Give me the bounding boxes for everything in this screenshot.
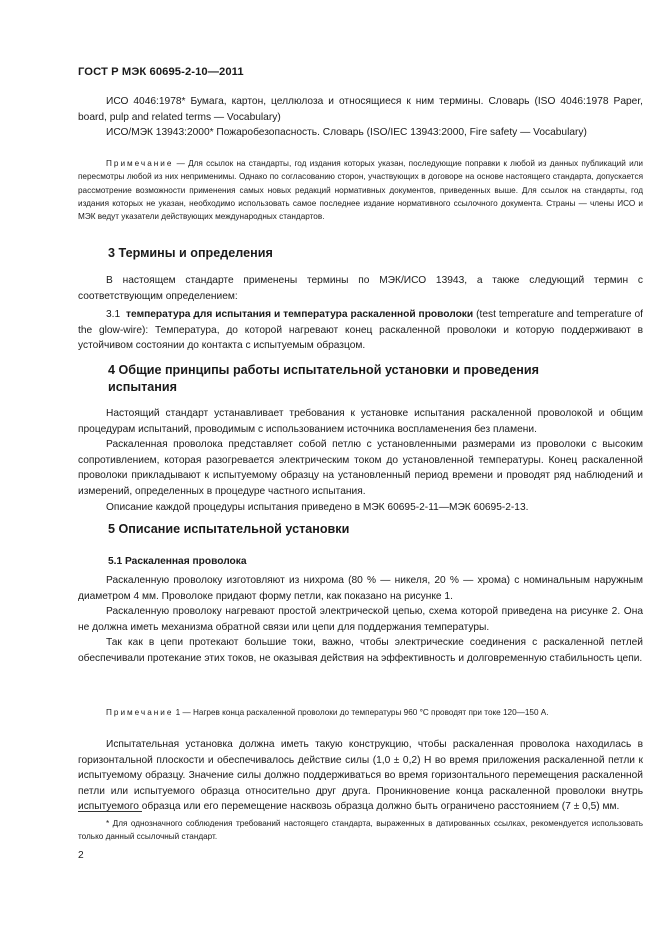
term-3-1 — [78, 307, 643, 354]
section-3 — [78, 245, 643, 262]
term-definition: (test temperature and temperature of the glow-wire): Температура, до которой нагревают конец раскаленной проволоки и которую поддерживают в устойчивом состоянии до контакта с испытуемым образцом. — [78, 309, 643, 352]
reference-iso-4046: ИСО 4046:1978* Бумага, картон, целлюлоза и относящиеся к ним термины. Словарь (ISO 4046:1978 Paper, board, pulp and related terms — Vocabulary) — [78, 96, 643, 123]
reference-iso-iec-13943: ИСО/МЭК 13943:2000* Пожаробезопасность. Словарь (ISO/IEC 13943:2000, Fire safety — Vocabulary) — [106, 127, 587, 139]
document-header: ГОСТ Р МЭК 60695-2-10—2011 — [78, 66, 244, 78]
footnote-divider — [78, 811, 142, 812]
footnote-text: * Для однозначного соблюдения требований настоящего стандарта, выраженных в датированных ссылках, рекомендуется использовать только данный ссылочный стандарт. — [78, 819, 643, 842]
references-note — [78, 157, 643, 223]
section-5-note — [78, 706, 643, 719]
term-title: температура для испытания и температура раскаленной проволоки — [126, 309, 474, 321]
section-5-para: Раскаленную проволоку нагревают простой электрической цепью, схема которой приведена на рисунке 2. Она не должна иметь механизма обратной связи или цепи для поддержания температуры. — [78, 606, 643, 633]
term-number: 3.1 — [106, 309, 121, 321]
footnote — [78, 817, 643, 844]
section-4-heading: 4 Общие принципы работы испытательной установки и проведения испытания — [108, 363, 539, 394]
section-5-final-para: Испытательная установка должна иметь такую конструкцию, чтобы раскаленная проволока находилась в горизонтальной плоскости и обеспечивалось действие силы (1,0 ± 0,2) Н во время приложения раскаленной петли к испытуемому образцу. Значение силы должно поддерживаться во время горизонтального перемещения раскаленной петли или испытуемого образца относительно друг друга. Проникновение конца раскаленной проволоки внутрь испытуемого образца или его перемещение насквозь образца должно быть ограничено расстоянием (7 ± 0,5) мм. — [78, 739, 643, 813]
subsection-5-1-heading: 5.1 Раскаленная проволока — [108, 556, 247, 567]
section-5 — [78, 521, 643, 538]
section-4 — [78, 362, 643, 396]
section-5-final — [78, 737, 643, 815]
subsection-5-1-body — [78, 573, 643, 667]
note-text: — Для ссылок на стандарты, год издания которых указан, последующие поправки к любой из данных публикаций или пересмотры любой из них неприменимы. Однако по согласованию сторон, участвующих в договоре на основе настоящего стандарта, допускается рассмотрение возможности применения самых новых редакций нормативных документов, приведенных выше. Для ссылок на стандарты, год издания которых не указан, необходимо использовать самое последнее издание нормативного ссылочного документа. Страны — члены ИСО и МЭК ведут указатели действующих международных стандартов. — [78, 159, 643, 222]
section-5-para: Раскаленную проволоку изготовляют из нихрома (80 % — никеля, 20 % — хрома) с номинальным наружным диаметром 4 мм. Проволоке придают форму петли, как показано на рисунке 1. — [78, 575, 643, 602]
page-number: 2 — [78, 850, 84, 861]
section-3-intro: В настоящем стандарте применены термины по МЭК/ИСО 13943, а также следующий термин с соответствующим определением: — [78, 275, 643, 302]
section-3-heading: 3 Термины и определения — [108, 246, 273, 260]
section-4-para: Настоящий стандарт устанавливает требования к установке испытания раскаленной проволокой и общим процедурам испытаний, проводимым с использованием источника воспламенения без пламени. — [78, 408, 643, 435]
normative-references — [78, 94, 643, 141]
section-3-body — [78, 273, 643, 354]
note-text: 1 — Нагрев конца раскаленной проволоки до температуры 960 °С проводят при токе 120—150 А. — [175, 708, 549, 717]
note-label: Примечание — [106, 708, 174, 717]
section-4-para: Описание каждой процедуры испытания приведено в МЭК 60695-2-11—МЭК 60695-2-13. — [106, 501, 529, 513]
section-5-para: Так как в цепи протекают большие токи, важно, чтобы электрические соединения с раскаленной петлей обеспечивали протекание этих токов, не оказывая действия на эффективность и долговременную стабильность цепи. — [78, 637, 643, 664]
subsection-5-1 — [78, 554, 643, 569]
section-4-para: Раскаленная проволока представляет собой петлю с установленными размерами из проволоки с высоким сопротивлением, которая разогревается электрическим током до установленной температуры. Конец раскаленной проволоки прикладывают к испытуемому образцу на установленный период времени и проводят ряд наблюдений и измерений, определенных в процедуре частного испытания. — [78, 439, 643, 497]
note-label: Примечание — [106, 159, 174, 168]
section-5-heading: 5 Описание испытательной установки — [108, 522, 350, 536]
section-4-body — [78, 406, 643, 515]
